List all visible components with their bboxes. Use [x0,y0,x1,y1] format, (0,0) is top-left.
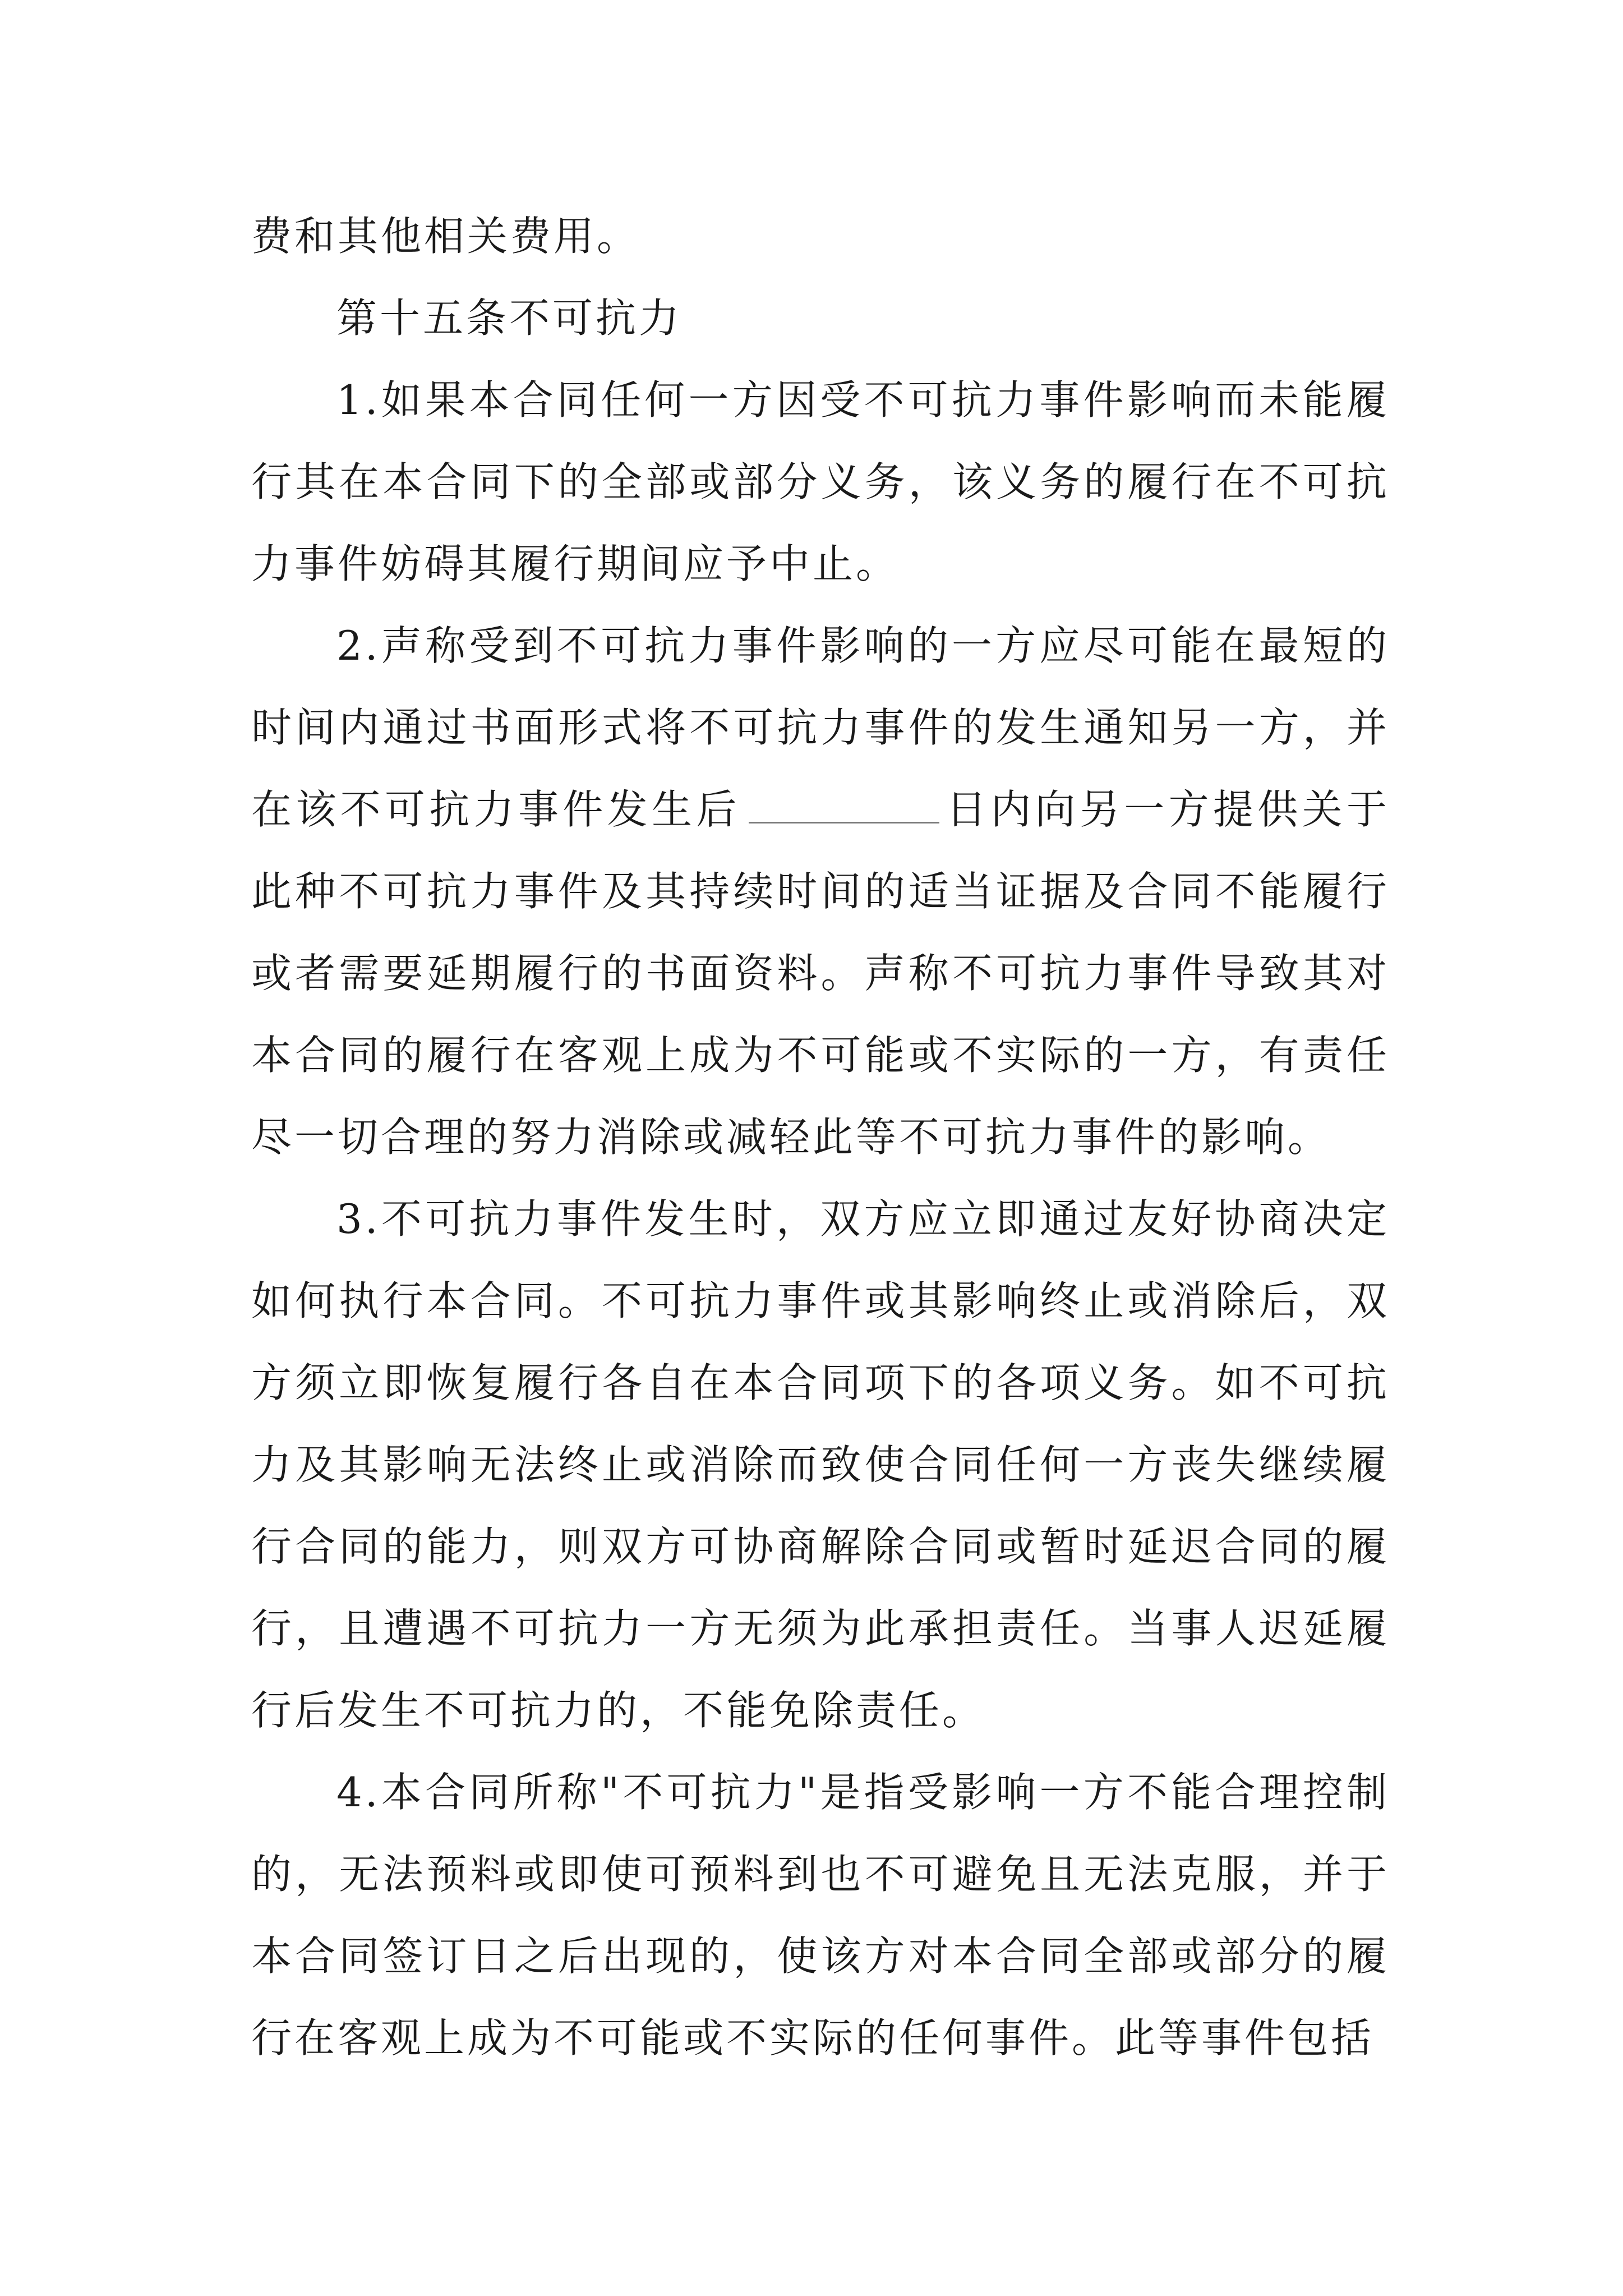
section-heading: 第十五条不可抗力 [336,295,683,342]
clause-2-before-blank: 2.声称受到不可抗力事件影响的一方应尽可能在最短的时间内通过书面形式将不可抗力事件的发生通知另一方，并在该不可抗力事件发生后 [251,622,1390,833]
clause-1: 1.如果本合同任何一方因受不可抗力事件影响而未能履行其在本合同下的全部或部分义务，该义务的履行在不可抗力事件妨碍其履行期间应予中止。 [251,376,1390,587]
document-body [251,195,1390,2079]
clause-2-after-blank: 日内向另一方提供关于此种不可抗力事件及其持续时间的适当证据及合同不能履行或者需要延期履行的书面资料。声称不可抗力事件导致其对本合同的履行在客观上成为不可能或不实际的一方，有责任尽一切合理的努力消除或减轻此等不可抗力事件的影响。 [251,786,1390,1161]
fill-in-blank [749,785,939,823]
continuation-text: 费和其他相关费用。 [251,213,640,260]
clause-3: 3.不可抗力事件发生时，双方应立即通过友好协商决定如何执行本合同。不可抗力事件或其影响终止或消除后，双方须立即恢复履行各自在本合同项下的各项义务。如不可抗力及其影响无法终止或消除而致使合同任何一方丧失继续履行合同的能力，则双方可协商解除合同或暂时延迟合同的履行，且遭遇不可抗力一方无须为此承担责任。当事人迟延履行后发生不可抗力的，不能免除责任。 [251,1195,1390,1734]
clause-4: 4.本合同所称"不可抗力"是指受影响一方不能合理控制的，无法预料或即使可预料到也不可避免且无法克服，并于本合同签订日之后出现的，使该方对本合同全部或部分的履行在客观上成为不可能或不实际的任何事件。此等事件包括 [251,1769,1390,2062]
clause-2 [251,605,1390,1178]
